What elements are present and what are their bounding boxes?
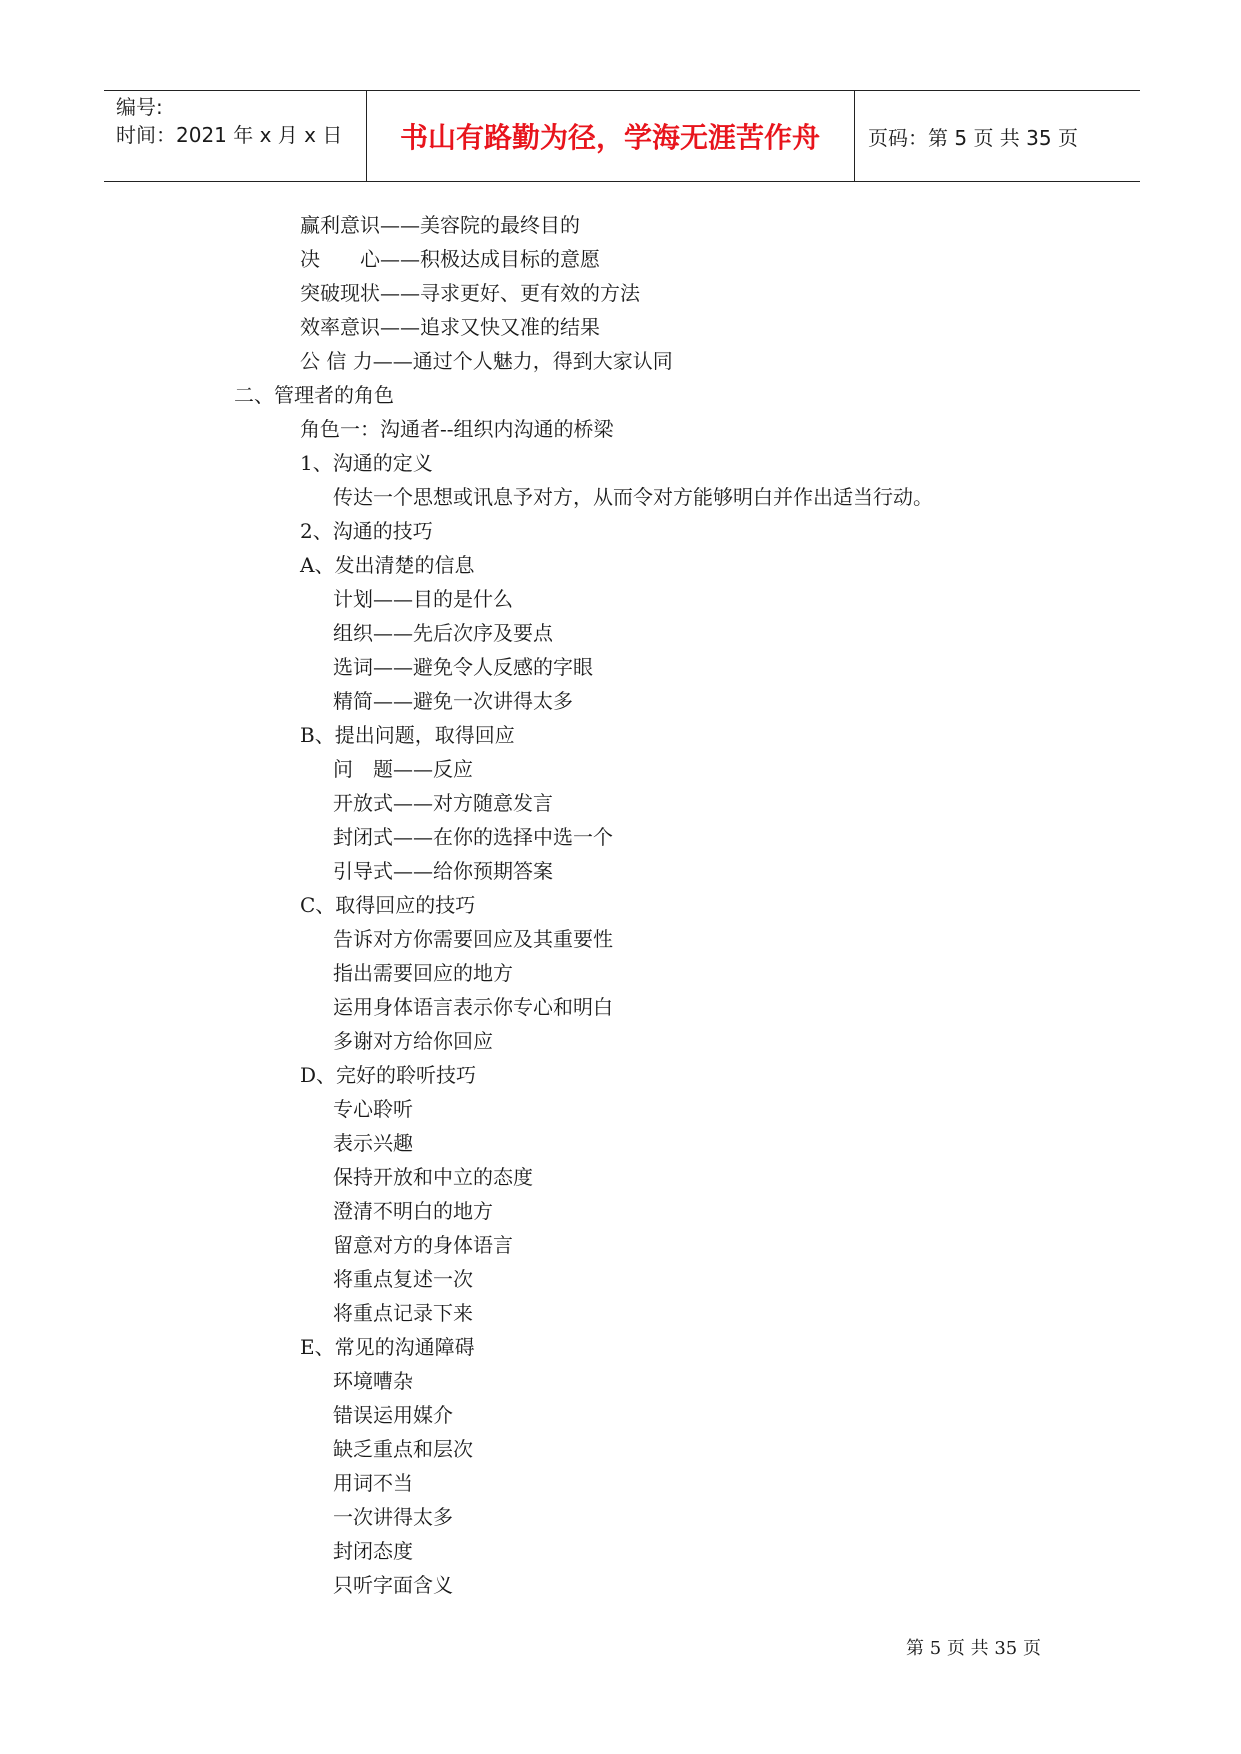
section-heading: 二、管理者的角色 [234,383,394,407]
list-item: 组织——先后次序及要点 [333,621,553,645]
body-line: 角色一：沟通者--组织内沟通的桥梁 [300,417,614,441]
list-item: 封闭式——在你的选择中选一个 [333,825,613,849]
header-motto: 书山有路勤为径，学海无涯苦作舟 [399,121,820,154]
header-meta [116,93,366,149]
list-item: 保持开放和中立的态度 [333,1165,533,1189]
body-line: 效率意识——追求又快又准的结果 [300,315,600,339]
list-item: 精简——避免一次讲得太多 [333,689,573,713]
list-item: 环境嘈杂 [333,1369,413,1393]
header-page-number: 页码：第 5 页 共 35 页 [868,125,1078,150]
list-item: 问 题——反应 [333,757,473,781]
list-item: 选词——避免令人反感的字眼 [333,655,593,679]
list-heading: B、提出问题，取得回应 [300,723,515,747]
list-item: 引导式——给你预期答案 [333,859,553,883]
list-heading: A、发出清楚的信息 [300,553,475,577]
list-item: 指出需要回应的地方 [333,961,513,985]
list-item: 留意对方的身体语言 [333,1233,513,1257]
list-item: 只听字面含义 [333,1573,453,1597]
page-footer: 第 5 页 共 35 页 [906,1638,1041,1659]
list-item: 用词不当 [333,1471,413,1495]
list-heading: D、完好的聆听技巧 [300,1063,477,1087]
body-line: 决 心——积极达成目标的意愿 [300,247,600,271]
document-number-label: 编号: [116,95,163,119]
list-item: 将重点记录下来 [333,1301,473,1325]
list-item: 一次讲得太多 [333,1505,453,1529]
list-item: 封闭态度 [333,1539,413,1563]
header-divider-right [854,91,855,181]
list-item: 多谢对方给你回应 [333,1029,493,1053]
list-item: 澄清不明白的地方 [333,1199,493,1223]
list-heading: E、常见的沟通障碍 [300,1335,475,1359]
body-line: 传达一个思想或讯息予对方，从而令对方能够明白并作出适当行动。 [333,485,933,509]
list-item: 错误运用媒介 [333,1403,453,1427]
page-header [104,90,1140,182]
subsection-heading: 1、沟通的定义 [300,451,433,475]
list-item: 开放式——对方随意发言 [333,791,553,815]
list-item: 将重点复述一次 [333,1267,473,1291]
body-line: 赢利意识——美容院的最终目的 [300,213,580,237]
subsection-heading: 2、沟通的技巧 [300,519,433,543]
body-line: 突破现状——寻求更好、更有效的方法 [300,281,640,305]
list-item: 告诉对方你需要回应及其重要性 [333,927,613,951]
header-divider-left [366,91,367,181]
list-item: 表示兴趣 [333,1131,413,1155]
document-time-label: 时间：2021 年 x 月 x 日 [116,123,343,147]
list-item: 缺乏重点和层次 [333,1437,473,1461]
list-item: 运用身体语言表示你专心和明白 [333,995,613,1019]
list-item: 计划——目的是什么 [333,587,513,611]
list-heading: C、取得回应的技巧 [300,893,476,917]
body-line: 公 信 力——通过个人魅力，得到大家认同 [300,349,673,373]
list-item: 专心聆听 [333,1097,413,1121]
